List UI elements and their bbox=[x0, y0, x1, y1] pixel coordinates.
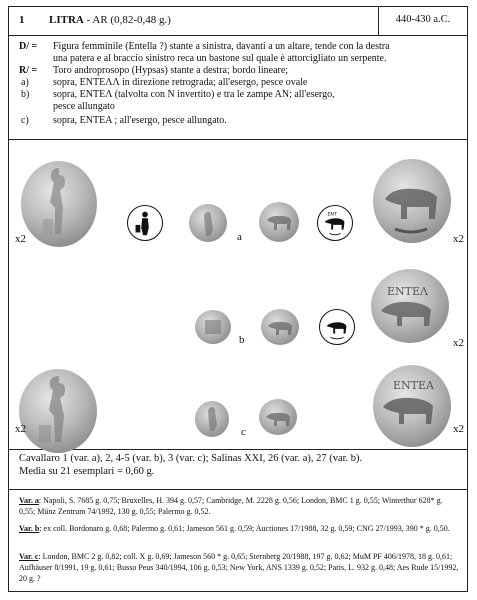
variant-a-label: a) bbox=[21, 77, 29, 88]
coin-b-reverse-enlarged bbox=[371, 269, 449, 343]
variant-c-block bbox=[19, 551, 459, 584]
obverse-label: D/ = bbox=[19, 41, 38, 52]
variant-b-label: b) bbox=[21, 89, 30, 100]
reverse-text: Toro androprosopo (Hypsas) stante a destra; bordo lineare; bbox=[53, 65, 289, 76]
coin-a-obverse bbox=[189, 204, 227, 242]
variant-b-block bbox=[19, 523, 459, 534]
catalog-entry bbox=[8, 6, 468, 592]
label-variant-a: a bbox=[237, 231, 242, 243]
variant-a-list: : Napoli, S. 7685 g. 0,75; Bruxelles, H. 394 g. 0,57; Cambridge, M. 2228 g. 0,56; London, BMC 1 g. 0,55; Winterthur 628* g. 0,55; Münz Zentrum 74/1992, 130 g. 0,55; Palermo g. 0,52. bbox=[19, 496, 443, 516]
label-x2-c-right: x2 bbox=[453, 423, 464, 435]
variant-c-list: : London, BMC 2 g. 0,82; coll. X g. 0,69; Jameson 560 * g. 0,65; Sternberg 20/1988, 197 g. 0,62; MuM PF 406/1978, 18 g. 0,61; Aufhäuser 8/1991, 19 g. 0,61; Busso Peus 340/1994, 106 g. 0,53; New York, ANS 1339 g. 0,52; Paris, L. 932 g. 0,48; Aes Rude 15/1992, 20 g. ? bbox=[19, 552, 459, 583]
variant-a-block bbox=[19, 495, 459, 517]
date-box bbox=[378, 7, 467, 35]
entry-header bbox=[9, 7, 467, 36]
coin-b-legend: ΕΝΤΕΛ bbox=[387, 285, 428, 298]
coin-c-legend: ΕΝΤΕΑ bbox=[393, 379, 434, 392]
coin-b-obverse bbox=[195, 310, 231, 344]
label-x2-a-left: x2 bbox=[15, 233, 26, 245]
coin-plates bbox=[9, 139, 467, 450]
obverse-line-2: una patera e al braccio sinistro reca un bastone sul quale è attorcigliato un serpente. bbox=[53, 53, 387, 64]
variant-b-list: : ex coll. Bordonaro g. 0,68; Palermo g. 0,61; Jameson 561 g. 0,59; Auctiones 17/1988, 32 g. 0,59; CNG 27/1993, 390 * g. 0,50. bbox=[39, 524, 450, 533]
svg-text:ΕΝΤ: ΕΝΤ bbox=[327, 212, 337, 218]
coin-c-reverse-enlarged bbox=[373, 365, 451, 447]
variant-a-title: Var. a bbox=[19, 496, 39, 505]
coin-c-obverse bbox=[195, 401, 229, 437]
denomination: LITRA bbox=[49, 14, 84, 26]
label-x2-b-right: x2 bbox=[453, 337, 464, 349]
entry-title bbox=[49, 14, 171, 26]
coin-a-reverse-enlarged bbox=[373, 159, 451, 243]
entry-number: 1 bbox=[19, 14, 25, 26]
variant-a-text: sopra, ΕΝΤΕΛΛ in direzione retrograda; all'esergo, pesce ovale bbox=[53, 77, 308, 88]
obverse-line-1: Figura femminile (Entella ?) stante a sinistra, davanti a un altare, tende con la destra bbox=[53, 41, 390, 52]
label-x2-a-right: x2 bbox=[453, 233, 464, 245]
references-line-1: Cavallaro 1 (var. a), 2, 4-5 (var. b), 3 (var. c); Salinas XXI, 26 (var. a), 27 (var. b). bbox=[19, 453, 363, 464]
coin-b-reverse bbox=[261, 309, 299, 345]
references-line-2: Media su 21 esemplari = 0,60 g. bbox=[19, 466, 155, 477]
references-section bbox=[9, 449, 467, 490]
metal-weight: - AR (0,82-0,48 g.) bbox=[83, 14, 171, 26]
variant-c-title: Var. c bbox=[19, 552, 39, 561]
coin-c-obverse-enlarged bbox=[19, 369, 97, 453]
description-section bbox=[9, 35, 467, 140]
label-variant-b: b bbox=[239, 334, 245, 346]
coin-b-reverse-drawing bbox=[319, 309, 355, 345]
date-range: 440-430 a.C. bbox=[395, 14, 451, 25]
variant-c-text: sopra, ΕΝΤΕΑ ; all'esergo, pesce allungato. bbox=[53, 115, 227, 126]
variant-b-title: Var. b bbox=[19, 524, 40, 533]
label-x2-c-left: x2 bbox=[15, 423, 26, 435]
reverse-label: R/ = bbox=[19, 65, 38, 76]
coin-c-reverse bbox=[259, 399, 297, 435]
coin-a-reverse-drawing bbox=[317, 205, 353, 241]
coin-a-obverse-enlarged bbox=[21, 161, 97, 247]
label-variant-c: c bbox=[241, 426, 246, 438]
variants-section bbox=[9, 489, 467, 593]
variant-b-line-2: pesce allungato bbox=[53, 101, 115, 112]
coin-a-reverse bbox=[259, 202, 299, 242]
coin-a-obverse-drawing bbox=[127, 205, 163, 241]
variant-b-line-1: sopra, ΕΝΤΕΛ (talvolta con N invertito) e tra le zampe AN; all'esergo, bbox=[53, 89, 335, 100]
variant-c-label: c) bbox=[21, 115, 29, 126]
